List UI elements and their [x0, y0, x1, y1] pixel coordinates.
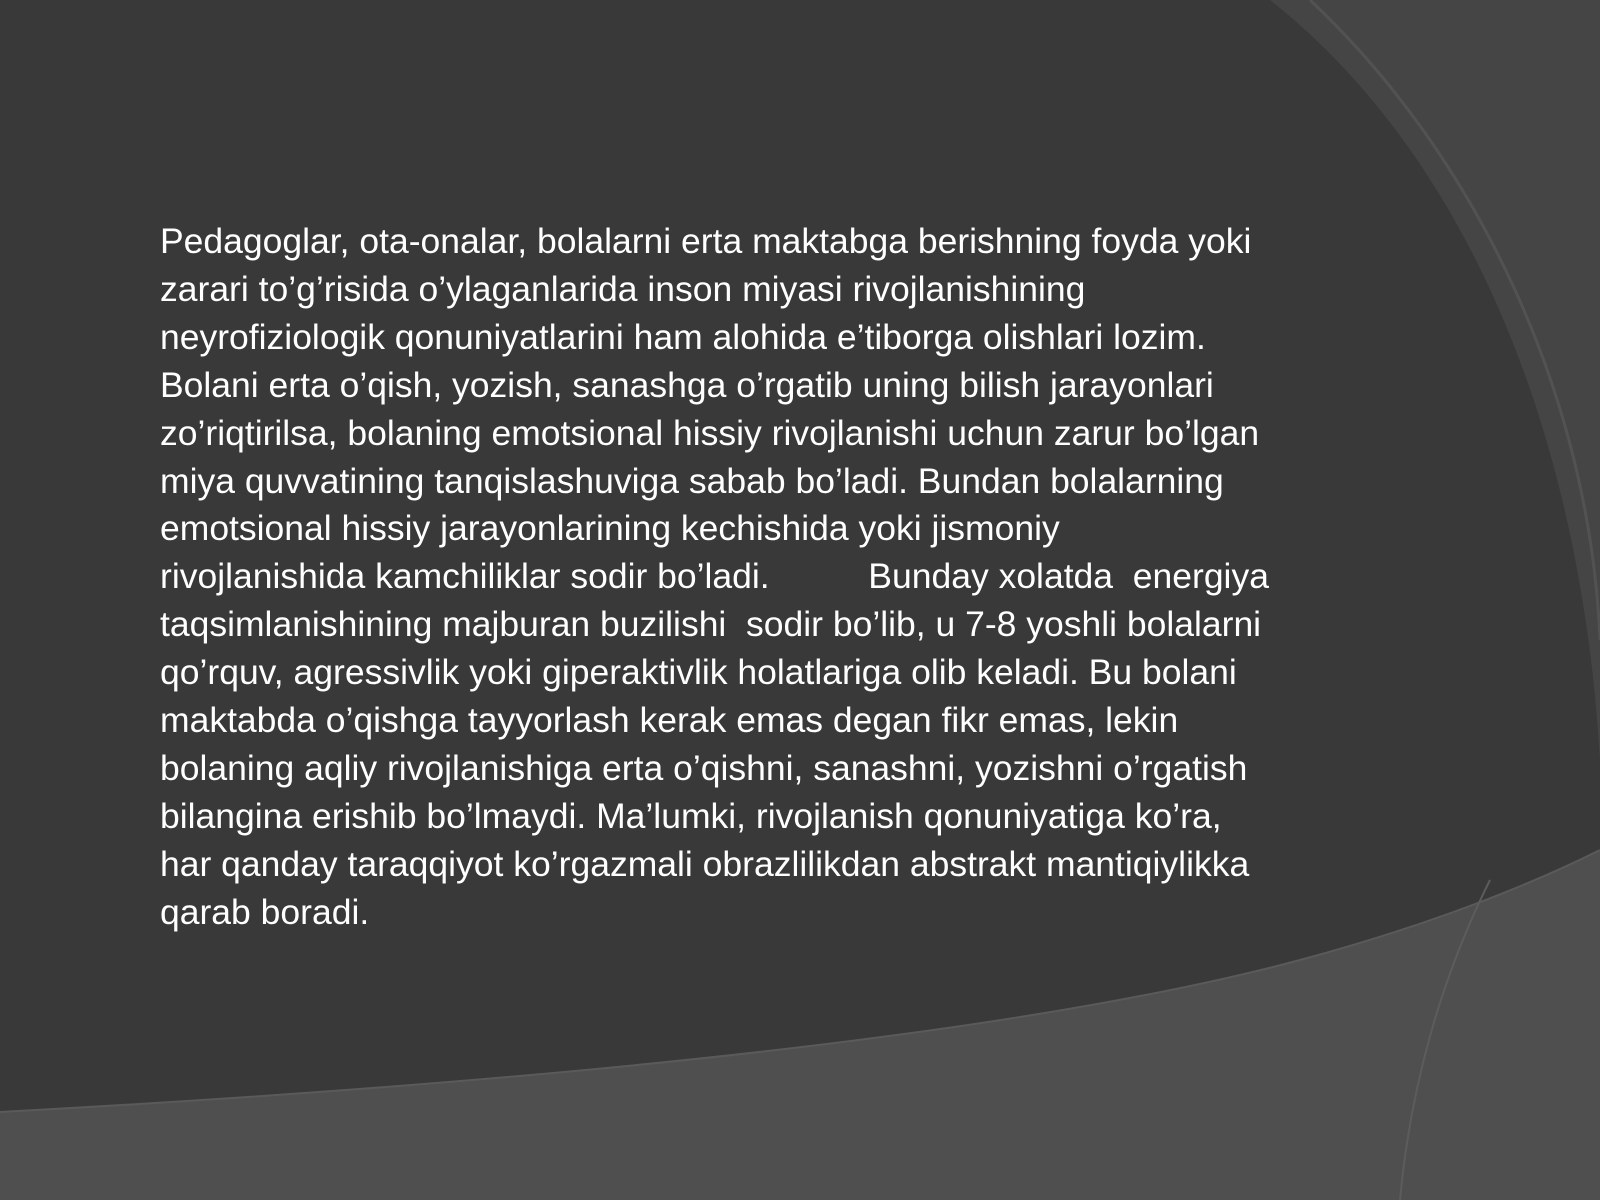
text-line: Pedagoglar, ota-onalar, bolalarni erta maktabga berishning foyda yoki — [160, 221, 1252, 261]
text-line: bilangina erishib bo’lmaydi. Ma’lumki, rivojlanish qonuniyatiga ko’ra, — [160, 795, 1222, 836]
text-line: neyrofiziologik qonuniyatlarini ham alohida e’tiborga olishlari lozim. — [160, 316, 1206, 357]
text-line: qarab boradi. — [160, 891, 370, 932]
text-line: zo’riqtirilsa, bolaning emotsional hissiy rivojlanishi uchun zarur bo’lgan — [160, 412, 1260, 453]
text-line: qo’rquv, agressivlik yoki giperaktivlik holatlariga olib keladi. Bu bolani — [160, 652, 1237, 693]
text-line: emotsional hissiy jarayonlarining kechishida yoki jismoniy — [160, 508, 1060, 549]
text-line: Bolani erta o’qish, yozish, sanashga o’rgatib uning bilish jarayonlari — [160, 364, 1214, 405]
body-text-box — [160, 218, 1420, 948]
body-text — [160, 218, 1420, 937]
text-line: miya quvvatining tanqislashuviga sabab bo’ladi. Bundan bolalarning — [160, 460, 1224, 501]
text-line: maktabda o’qishga tayyorlash kerak emas degan fikr emas, lekin — [160, 700, 1179, 741]
text-line: zarari to’g’risida o’ylaganlarida inson miyasi rivojlanishining — [160, 268, 1086, 309]
text-line: har qanday taraqqiyot ko’rgazmali obrazlilikdan abstrakt mantiqiylikka — [160, 843, 1250, 884]
text-line: rivojlanishida kamchiliklar sodir bo’ladi. Bunday xolatda energiya — [160, 556, 1269, 597]
text-line: taqsimlanishining majburan buzilishi sodir bo’lib, u 7-8 yoshli bolalarni — [160, 604, 1262, 645]
text-line: bolaning aqliy rivojlanishiga erta o’qishni, sanashni, yozishni o’rgatish — [160, 747, 1248, 788]
